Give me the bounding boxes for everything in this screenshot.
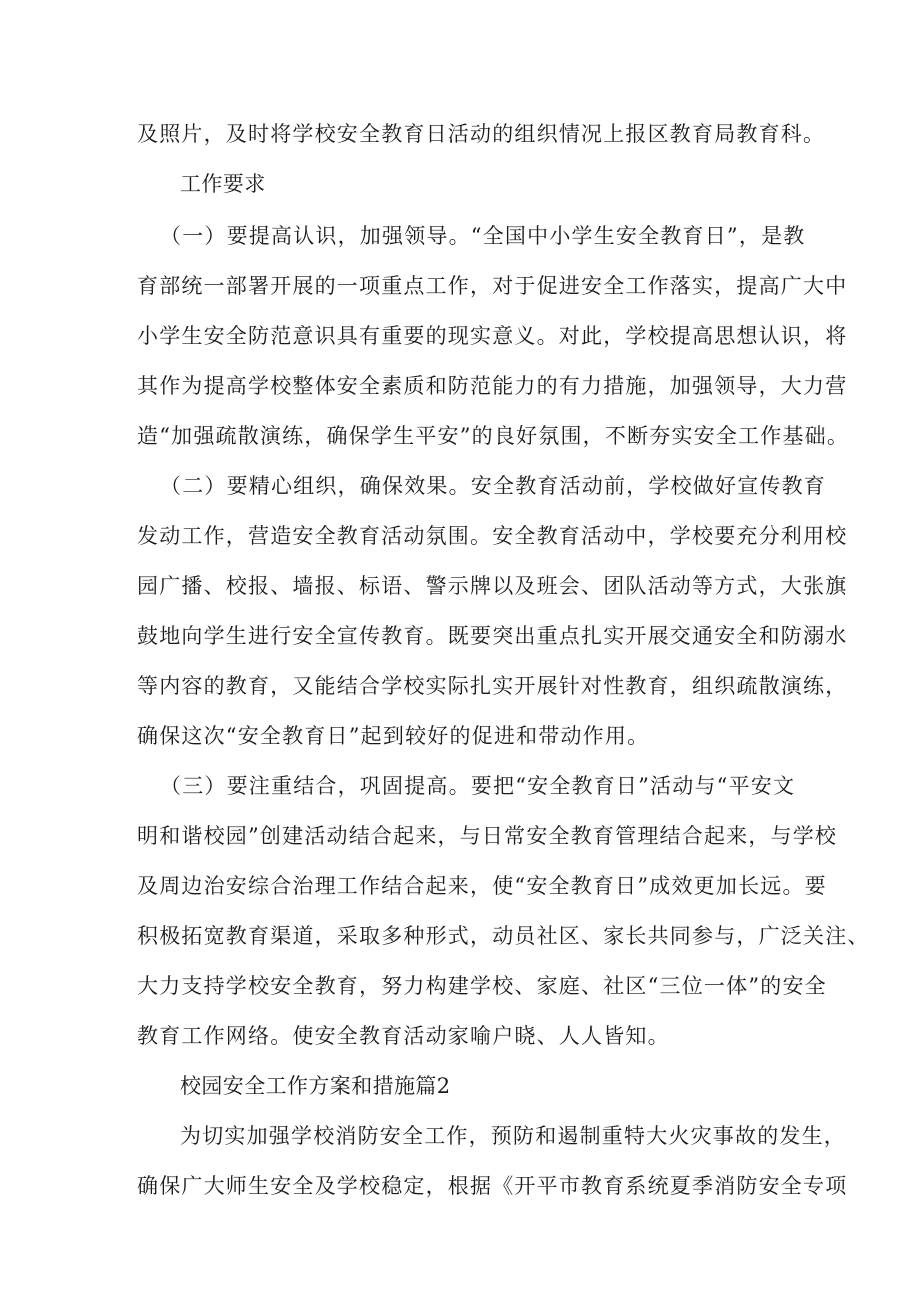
paragraph-4-line-1: 为切实加强学校消防安全工作，预防和遏制重特大火灾事故的发生， <box>180 1124 846 1148</box>
paragraph-2-line-2: 发动工作，营造安全教育活动氛围。安全教育活动中，学校要充分利用校 <box>137 524 848 548</box>
paragraph-3-line-5: 大力支持学校安全教育，努力构建学校、家庭、社区“三位一体”的安全 <box>137 974 827 998</box>
section-heading-part-2: 校园安全工作方案和措施篇2 <box>180 1074 451 1098</box>
paragraph-3-line-3: 及周边治安综合治理工作结合起来，使“安全教育日”成效更加长远。要 <box>137 874 827 898</box>
paragraph-3-line-1: （三）要注重结合，巩固提高。要把“安全教育日”活动与“平安文 <box>160 774 796 798</box>
paragraph-3-line-2: 明和谐校园”创建活动结合起来，与日常安全教育管理结合起来，与学校 <box>137 824 838 848</box>
paragraph-2-line-5: 等内容的教育，又能结合学校实际扎实开展针对性教育，组织疏散演练， <box>137 674 848 698</box>
paragraph-3-line-6: 教育工作网络。使安全教育活动家喻户晓、人人皆知。 <box>137 1024 670 1048</box>
paragraph-3-line-4: 积极拓宽教育渠道，采取多种形式，动员社区、家长共同参与，广泛关注、 <box>137 924 870 948</box>
paragraph-1-line-3: 小学生安全防范意识具有重要的现实意义。对此，学校提高思想认识，将 <box>137 324 848 348</box>
paragraph-1-line-1: （一）要提高认识，加强领导。“全国中小学生安全教育日”，是教 <box>160 224 806 248</box>
paragraph-2-line-1: （二）要精心组织，确保效果。安全教育活动前，学校做好宣传教育 <box>160 474 826 498</box>
paragraph-1-line-5: 造“加强疏散演练，确保学生平安”的良好氛围，不断夯实安全工作基础。 <box>137 424 850 448</box>
section-heading-work-requirements: 工作要求 <box>180 172 266 196</box>
paragraph-4-line-2: 确保广大师生安全及学校稳定，根据《开平市教育系统夏季消防安全专项 <box>137 1174 848 1198</box>
paragraph-1-line-4: 其作为提高学校整体安全素质和防范能力的有力措施，加强领导，大力营 <box>137 374 848 398</box>
text-line-1: 及照片，及时将学校安全教育日活动的组织情况上报区教育局教育科。 <box>137 122 826 146</box>
paragraph-2-line-6: 确保这次“安全教育日”起到较好的促进和带动作用。 <box>137 724 650 748</box>
paragraph-2-line-3: 园广播、校报、墙报、标语、警示牌以及班会、团队活动等方式，大张旗 <box>137 574 848 598</box>
paragraph-1-line-2: 育部统一部署开展的一项重点工作，对于促进安全工作落实，提高广大中 <box>137 274 848 298</box>
paragraph-2-line-4: 鼓地向学生进行安全宣传教育。既要突出重点扎实开展交通安全和防溺水 <box>137 624 848 648</box>
